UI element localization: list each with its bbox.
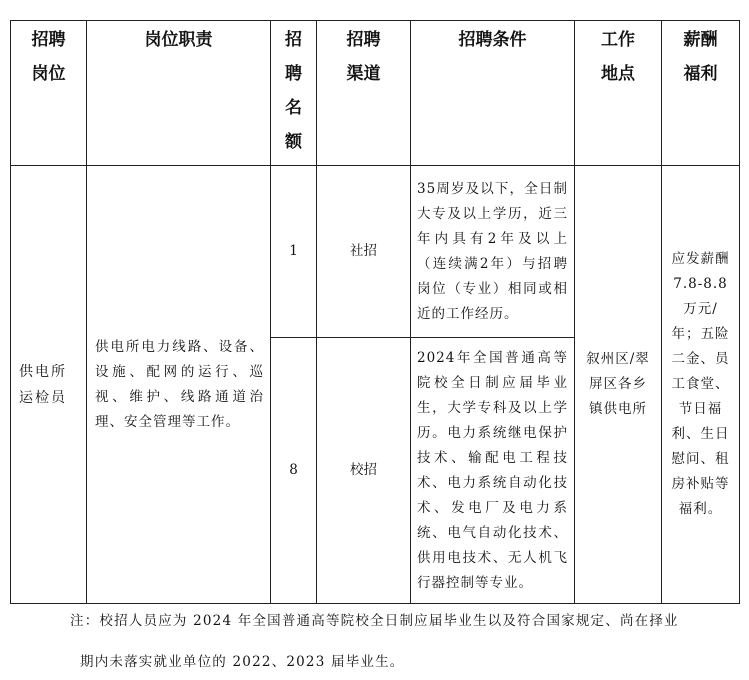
social-quota-cell: 1: [271, 166, 317, 338]
header-requirements: 招聘条件: [411, 21, 575, 166]
header-channel-line-1: 招聘: [346, 30, 381, 50]
header-location-line-1: 工作: [601, 30, 635, 50]
table-row-social: [11, 166, 740, 338]
header-quota-char-4: 额: [285, 132, 302, 152]
campus-requirements-cell: 2024年全国普通高等院校全日制应届毕业生，大学专科及以上学历。电力系统继电保护技术、输配电工程技术、电力系统自动化技术、发电厂及电力系统、电气自动化技术、供用电技术、无人机飞行器控制等专业。: [411, 338, 575, 604]
header-channel-line-2: 渠道: [346, 64, 381, 84]
header-benefits-line-2: 福利: [683, 64, 718, 84]
header-post-line-1: 招聘: [31, 30, 66, 50]
benefits-cell: 应发薪酬7.8-8.8万元/年；五险二金、员工食堂、节日福利、生日慰问、租房补贴等福利。: [662, 166, 740, 604]
note-line-2: 期内未落实就业单位的 2022、2023 届毕业生。: [80, 654, 405, 670]
campus-channel-cell: 校招: [317, 338, 411, 604]
header-quota-char-1: 招: [285, 30, 302, 50]
header-row: [11, 21, 740, 166]
header-quota: [271, 21, 317, 166]
header-post-line-2: 岗位: [31, 64, 66, 84]
header-benefits-line-1: 薪酬: [683, 30, 718, 50]
header-location-line-2: 地点: [601, 64, 635, 84]
recruitment-table: [10, 20, 740, 604]
header-location: [575, 21, 662, 166]
header-channel: [317, 21, 411, 166]
social-channel-cell: 社招: [317, 166, 411, 338]
header-duty: 岗位职责: [87, 21, 271, 166]
header-post: [11, 21, 87, 166]
header-benefits: [662, 21, 740, 166]
post-cell: 供电所运检员: [11, 166, 87, 604]
header-quota-char-3: 名: [285, 98, 302, 118]
social-requirements-cell: 35周岁及以下，全日制大专及以上学历，近三年内具有2年及以上（连续满2年）与招聘岗位（专业）相同或相近的工作经历。: [411, 166, 575, 338]
location-cell: 叙州区/翠屏区各乡镇供电所: [575, 166, 662, 604]
duty-cell: 供电所电力线路、设备、设施、配网的运行、巡视、维护、线路通道治理、安全管理等工作。: [87, 166, 271, 604]
note-line-1: 注：校招人员应为 2024 年全国普通高等院校全日制应届毕业生以及符合国家规定、尚在择业: [70, 613, 679, 629]
header-quota-char-2: 聘: [285, 64, 302, 84]
campus-quota-cell: 8: [271, 338, 317, 604]
